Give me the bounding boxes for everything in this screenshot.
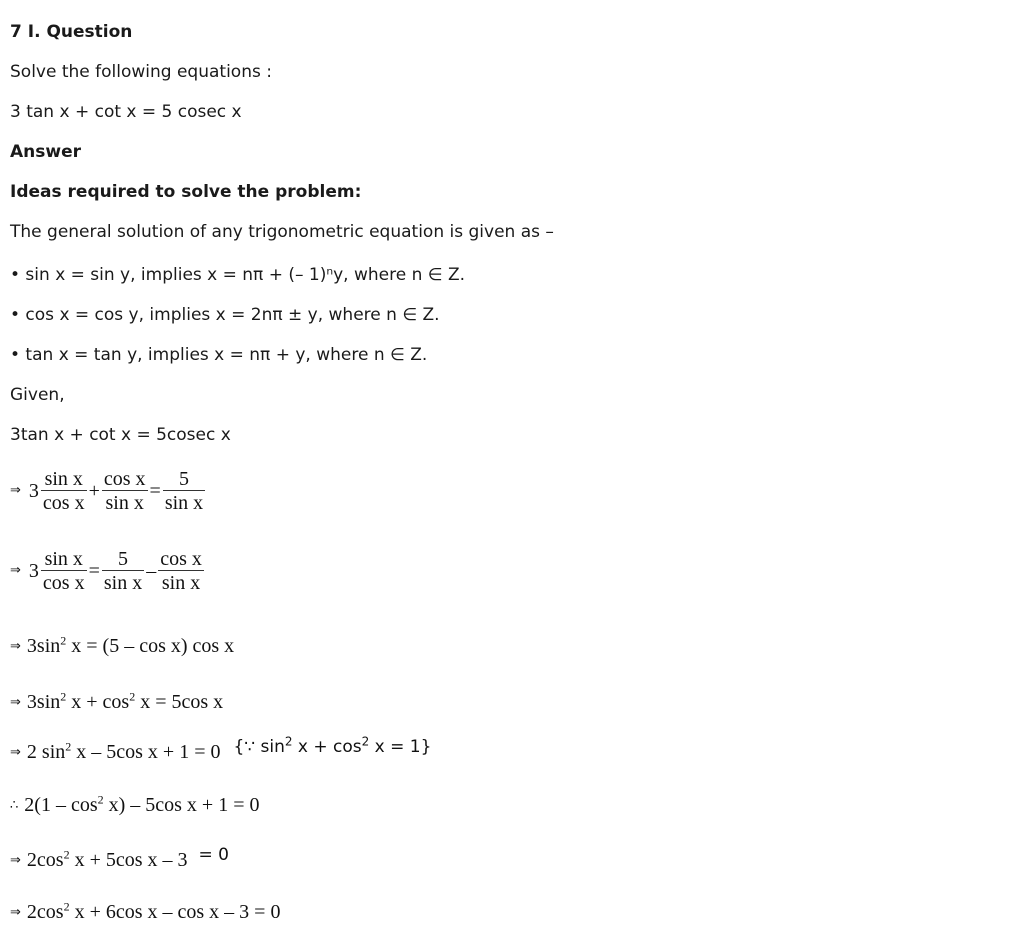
implies-symbol: ⇒ bbox=[10, 853, 21, 868]
implies-symbol: ⇒ bbox=[10, 563, 21, 579]
identity-note: {∵ sin2 x + cos2 x = 1} bbox=[233, 734, 432, 757]
coefficient: 3 bbox=[28, 560, 39, 582]
coefficient: 3 bbox=[28, 480, 39, 502]
implies-symbol: ⇒ bbox=[10, 483, 21, 499]
fraction: $\frac{\text{cos x}}{\text{sin x}}$ bbox=[160, 548, 202, 594]
bullet-sin: • sin x = sin y, implies x = nπ + (– 1)ⁿy, where n ∈ Z. bbox=[10, 265, 466, 285]
equals-sign: = bbox=[88, 560, 100, 582]
therefore-symbol: ∴ bbox=[10, 798, 19, 813]
fraction: $\frac{\text{sin x}}{\text{cos x}}$ bbox=[42, 548, 85, 594]
step-2 bbox=[10, 548, 204, 595]
step-5: ⇒ 2 $\sin^2 x - 5\cos$ x + 1 = 0 $^{\{\because sin^2 x + cos^2 x = 1\}}$ bbox=[10, 734, 432, 763]
ideas-heading: Ideas required to solve the problem: bbox=[10, 182, 362, 202]
implies-symbol: ⇒ bbox=[10, 695, 21, 710]
implies-symbol: ⇒ bbox=[10, 639, 21, 654]
minus-sign: – bbox=[146, 560, 157, 582]
implies-symbol: ⇒ bbox=[10, 745, 21, 760]
question-instruction: Solve the following equations : bbox=[10, 62, 272, 82]
bullet-cos: • cos x = cos y, implies x = 2nπ ± y, where n ∈ Z. bbox=[10, 305, 440, 325]
equals-sign: = bbox=[149, 480, 161, 502]
given-equation: 3tan x + cot x = 5cosec x bbox=[10, 425, 231, 445]
step-6: ∴ $2(1 - \cos^2 x) - 5\cos$ x + 1 = 0 bbox=[10, 792, 260, 816]
implies-symbol: ⇒ bbox=[10, 905, 21, 920]
fraction: $\frac{5}{\text{sin x}}$ bbox=[164, 468, 204, 514]
given-label: Given, bbox=[10, 385, 65, 405]
fraction: $\frac{5}{\text{sin x}}$ bbox=[103, 548, 143, 594]
step-1 bbox=[10, 468, 205, 515]
question-equation: 3 tan x + cot x = 5 cosec x bbox=[10, 102, 242, 122]
plus-sign: + bbox=[88, 480, 100, 502]
step-8: ⇒ $2\cos^2$ x + 6cos x – cos x – 3 = 0 bbox=[10, 899, 281, 923]
step-7: ⇒ $2\cos^2$ x + 5cos x – 3 $^{= 0}$ bbox=[10, 845, 229, 871]
ideas-intro: The general solution of any trigonometric equation is given as – bbox=[10, 222, 554, 242]
bullet-tan: • tan x = tan y, implies x = nπ + y, where n ∈ Z. bbox=[10, 345, 428, 365]
question-heading: 7 I. Question bbox=[10, 22, 133, 42]
step-4: ⇒ $3\sin^2$ $x + \cos^2 x = 5\cos$ x bbox=[10, 689, 224, 713]
step-3: ⇒ $3\sin^2$ x = (5 – cos x) cos x bbox=[10, 633, 235, 657]
answer-label: Answer bbox=[10, 142, 81, 162]
fraction: $\frac{\text{sin x}}{\text{cos x}}$ bbox=[42, 468, 85, 514]
fraction: $\frac{\text{cos x}}{\text{sin x}}$ bbox=[103, 468, 146, 514]
equals-zero: = 0 bbox=[198, 845, 229, 865]
